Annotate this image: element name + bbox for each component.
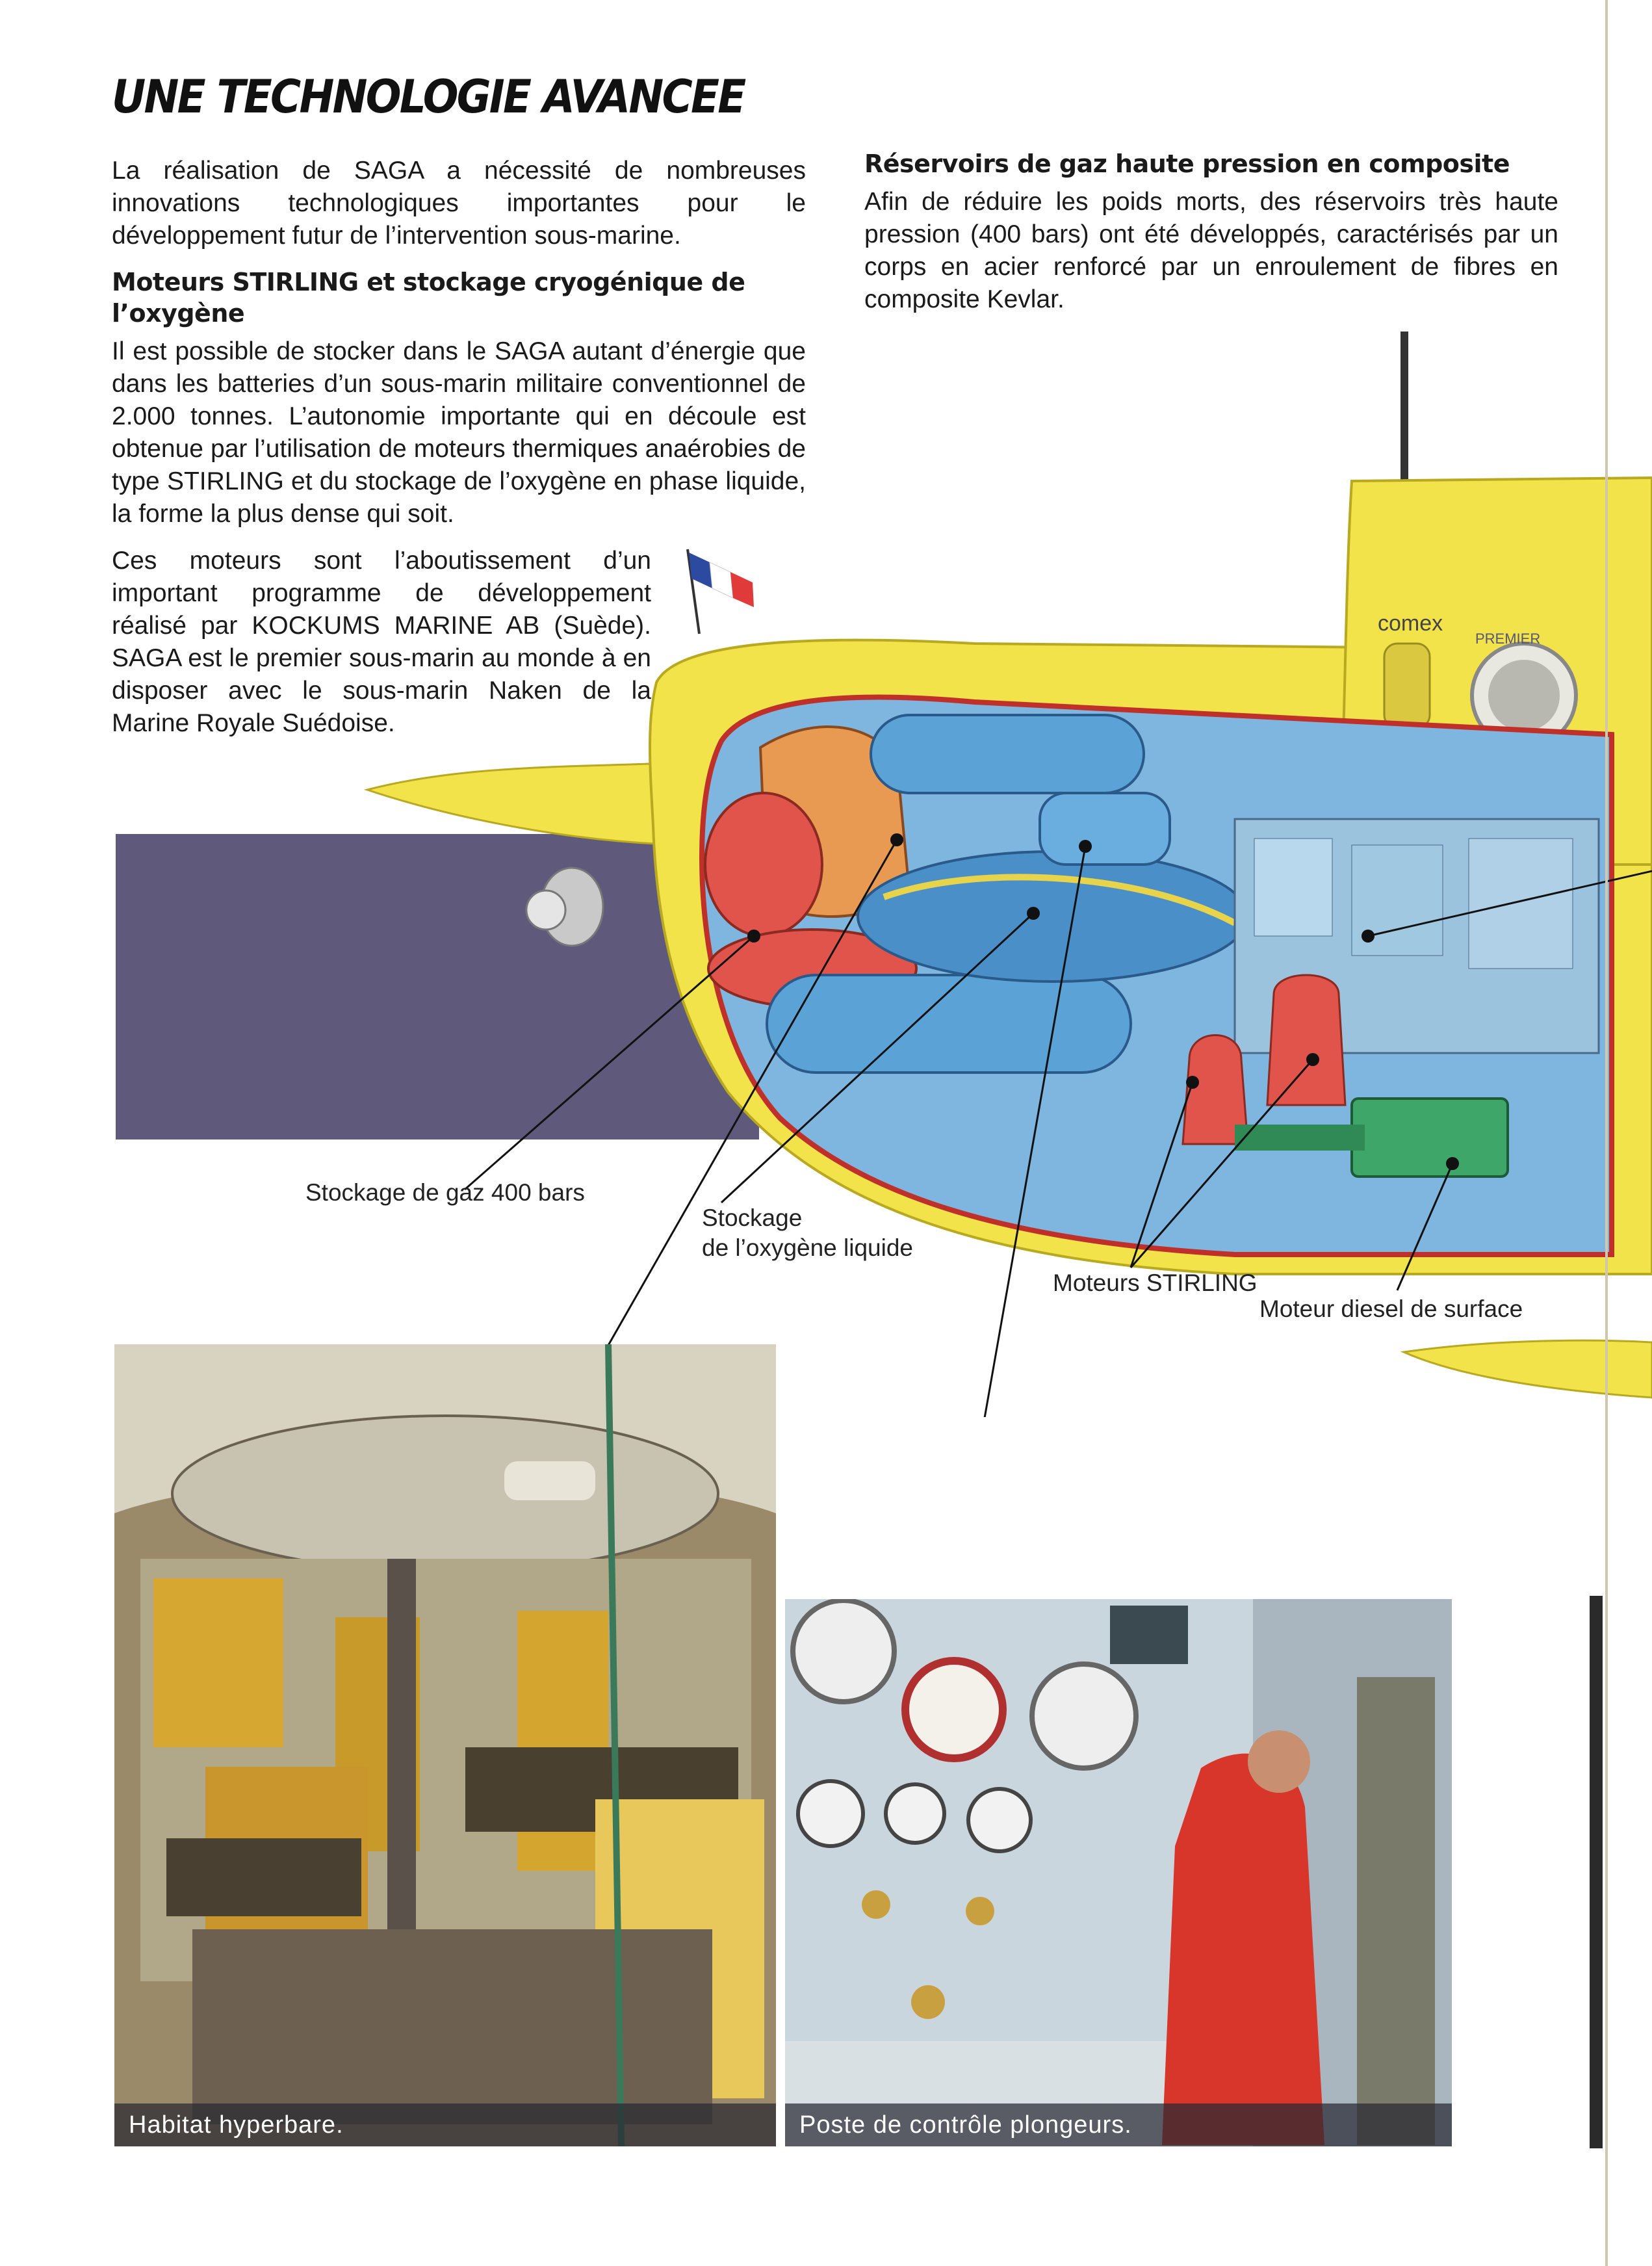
label-oxygen-storage-line1: Stockage [702, 1205, 803, 1231]
gas-tank-blue-1 [871, 715, 1144, 793]
tanks-heading: Réservoirs de gaz haute pression en composite [864, 150, 1510, 178]
stirling-heading: Moteurs STIRLING et stockage cryogénique de l’oxygène [112, 268, 745, 328]
label-gas-storage: Stockage de gaz 400 bars [305, 1179, 585, 1206]
label-oxygen-storage-line2: de l’oxygène liquide [702, 1234, 914, 1261]
gas-tank-red [705, 793, 822, 936]
control-station-caption: Poste de contrôle plongeurs. [785, 2103, 1452, 2146]
page-title: UNE TECHNOLOGIE AVANCEE [112, 70, 745, 124]
page-edge-line [1605, 0, 1608, 2266]
edge-photo-strip [1590, 1596, 1603, 2148]
habitat-caption: Habitat hyperbare. [114, 2103, 776, 2146]
stirling-engine-2 [1267, 975, 1345, 1105]
french-flag-icon [688, 549, 754, 634]
label-diesel-engine: Moteur diesel de surface [1259, 1296, 1523, 1322]
tanks-paragraph: Afin de réduire les poids morts, des réservoirs très haute pression (400 bars) ont été développés, caractérisés par un corps en acier renforcé par un enroulement de fibres en composite Kevlar. [864, 188, 1558, 313]
hull-brand-text: comex [1378, 611, 1443, 636]
hull-brand2-text: PREMIER [1475, 631, 1541, 647]
stirling-paragraph-1: Il est possible de stocker dans le SAGA autant d’énergie que dans les batteries d’un sous-marin militaire conventionnel de 2.000 tonnes. L’autonomie importante qui en découle est obtenue par l’utilisation de moteurs thermiques anaérobies de type STIRLING et du stockage de l’oxygène en phase liquide, la forme la plus dense qui soit. [112, 337, 806, 528]
stirling-paragraph-2: Ces moteurs sont l’aboutissement d’un important programme de développement réalisé par KOCKUMS MARINE AB (Suède). SAGA est le premier sous-marin au monde à en disposer avec le sous-marin Naken de la Marine Royale Suédoise. [112, 547, 651, 737]
gas-tank-blue-2 [767, 975, 1131, 1073]
mast [1400, 332, 1408, 481]
diesel-engine [1352, 1099, 1508, 1177]
label-stirling-engines: Moteurs STIRLING [1053, 1270, 1258, 1296]
intro-paragraph: La réalisation de SAGA a nécessité de nombreuses innovations technologiques importantes pour le développement futur de l’intervention sous-marine. [112, 157, 806, 250]
habitat-photo [114, 1344, 776, 2146]
control-station-photo [785, 1599, 1452, 2146]
oxygen-tank [858, 852, 1248, 982]
right-column [864, 148, 1558, 330]
lower-fin [1404, 1340, 1652, 1398]
